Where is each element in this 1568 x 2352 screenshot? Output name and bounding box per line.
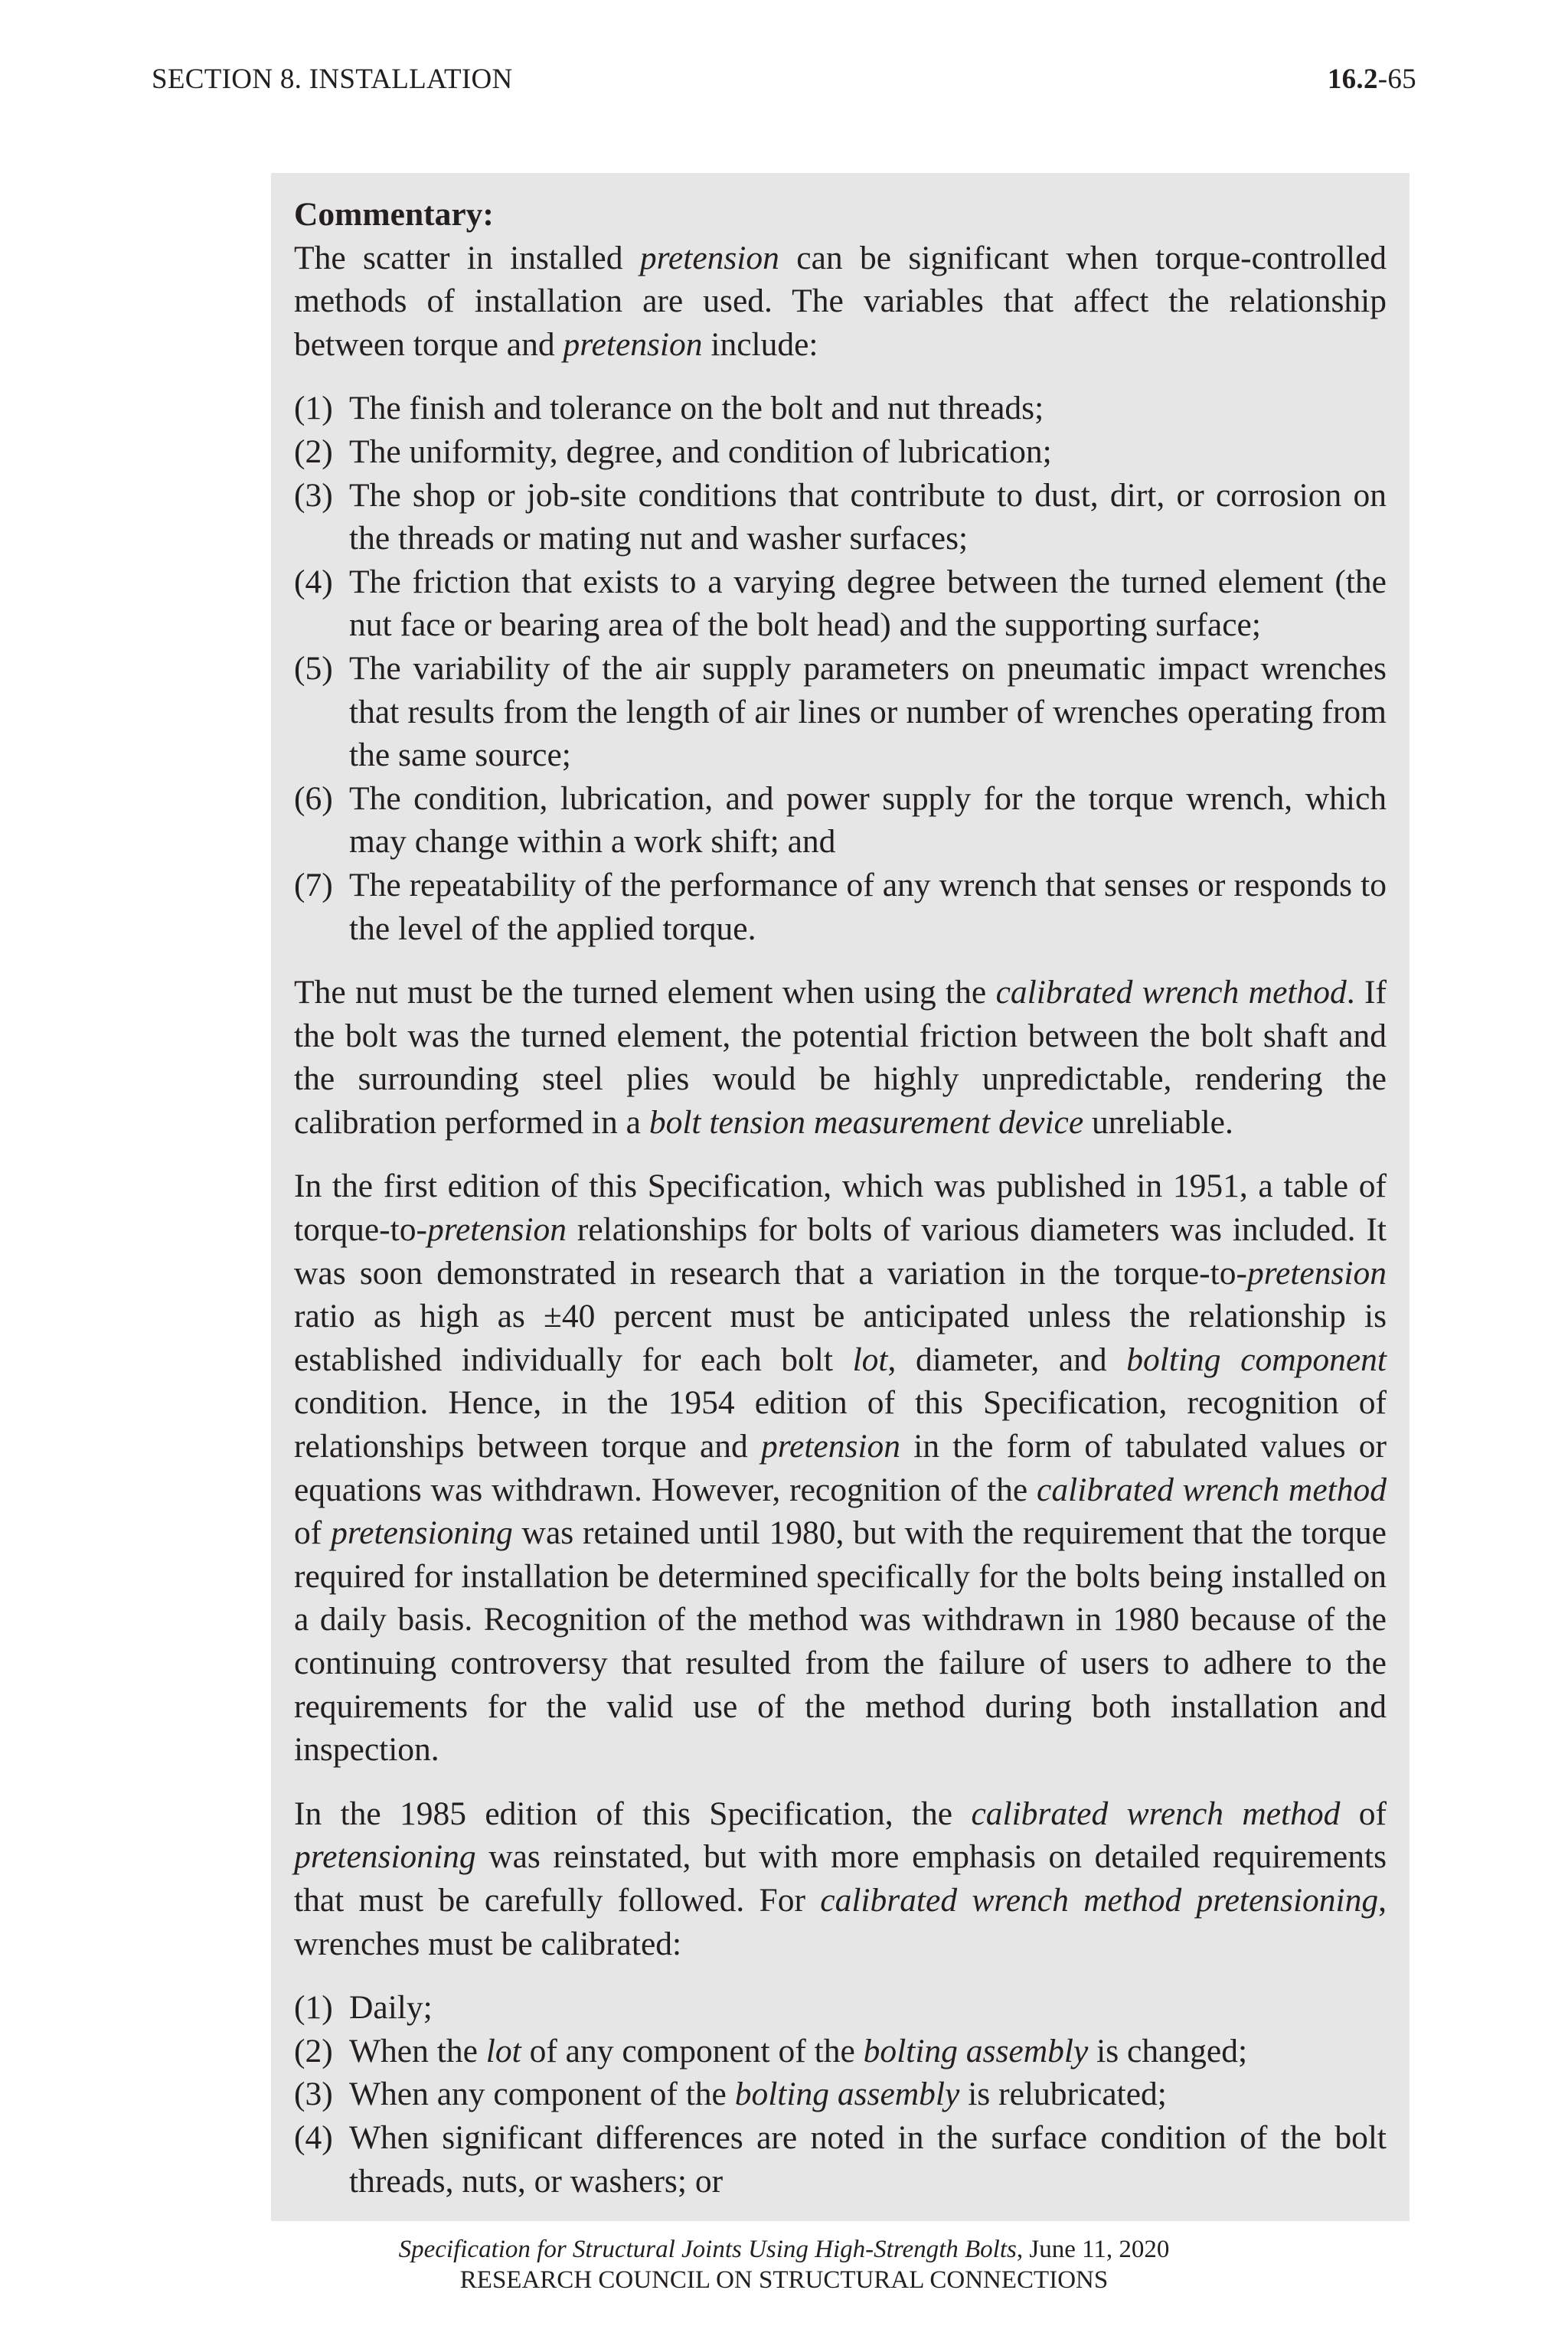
list-item: (7) The repeatability of the performance of any wrench that senses or responds to the level of the applied torque. <box>294 866 1387 947</box>
edition-1985-paragraph: In the 1985 edition of this Specification, the calibrated wrench method of pretensioning was reinstated, but with more emphasis on detailed requirements that must be carefully followed. For calibrated wrench method pretensioning, wrenches must be calibrated: <box>294 1795 1387 1962</box>
page-footer <box>0 2234 1568 2295</box>
list-item: (2) When the lot of any component of the bolting assembly is changed; <box>294 2032 1248 2069</box>
list-item: (4) When significant differences are noted in the surface condition of the bolt threads, nuts, or washers; or <box>294 2118 1387 2200</box>
torque-variables-list <box>294 387 1387 950</box>
list-item: (2) The uniformity, degree, and condition of lubrication; <box>294 433 1052 470</box>
commentary-box <box>271 173 1410 2221</box>
history-paragraph: In the first edition of this Specification, which was published in 1951, a table of torque-to-pretension relationships for bolts of various diameters was included. It was soon demonstrated in research that a variation in the torque-to-pretension ratio as high as ±40 percent must be anticipated unless the relationship is established individually for each bolt lot, diameter, and bolting component condition. Hence, in the 1954 edition of this Specification, recognition of relationships between torque and pretension in the form of tabulated values or equations was withdrawn. However, recognition of the calibrated wrench method of pretensioning was retained until 1980, but with the requirement that the torque required for installation be determined specifically for the bolts being installed on a daily basis. Recognition of the method was withdrawn in 1980 because of the continuing controversy that resulted from the failure of users to adhere to the requirements for the valid use of the method during both installation and inspection. <box>294 1168 1387 1769</box>
list-item: (3) When any component of the bolting assembly is relubricated; <box>294 2076 1167 2113</box>
running-header <box>152 60 1416 98</box>
list-item: (5) The variability of the air supply parameters on pneumatic impact wrenches that results from the length of air lines or number of wrenches operating from the same source; <box>294 649 1387 774</box>
intro-paragraph: The scatter in installed pretension can be significant when torque-controlled methods of installation are used. The variables that affect the relationship between torque and pretension include: <box>294 239 1387 363</box>
list-item: (6) The condition, lubrication, and power supply for the torque wrench, which may change within a work shift; and <box>294 779 1387 861</box>
section-title: SECTION 8. INSTALLATION <box>152 63 513 95</box>
page-number: 16.2-65 <box>1327 63 1416 95</box>
turned-element-paragraph: The nut must be the turned element when using the calibrated wrench method. If the bolt was the turned element, the potential friction between the bolt shaft and the surrounding steel plies would be highly unpredictable, rendering the calibration performed in a bolt tension measurement device unreliable. <box>294 974 1387 1141</box>
list-item: (1) Daily; <box>294 1989 433 2027</box>
footer-spec-title: Specification for Structural Joints Using High-Strength Bolts, June 11, 2020 <box>398 2236 1170 2263</box>
footer-organization: RESEARCH COUNCIL ON STRUCTURAL CONNECTIONS <box>459 2266 1109 2294</box>
calibration-conditions-list <box>294 1986 1387 2203</box>
list-item: (3) The shop or job-site conditions that contribute to dust, dirt, or corrosion on the threads or mating nut and washer surfaces; <box>294 476 1387 557</box>
commentary-heading: Commentary: <box>294 196 494 233</box>
list-item: (1) The finish and tolerance on the bolt and nut threads; <box>294 390 1044 427</box>
list-item: (4) The friction that exists to a varying degree between the turned element (the nut face or bearing area of the bolt head) and the supporting surface; <box>294 563 1387 644</box>
